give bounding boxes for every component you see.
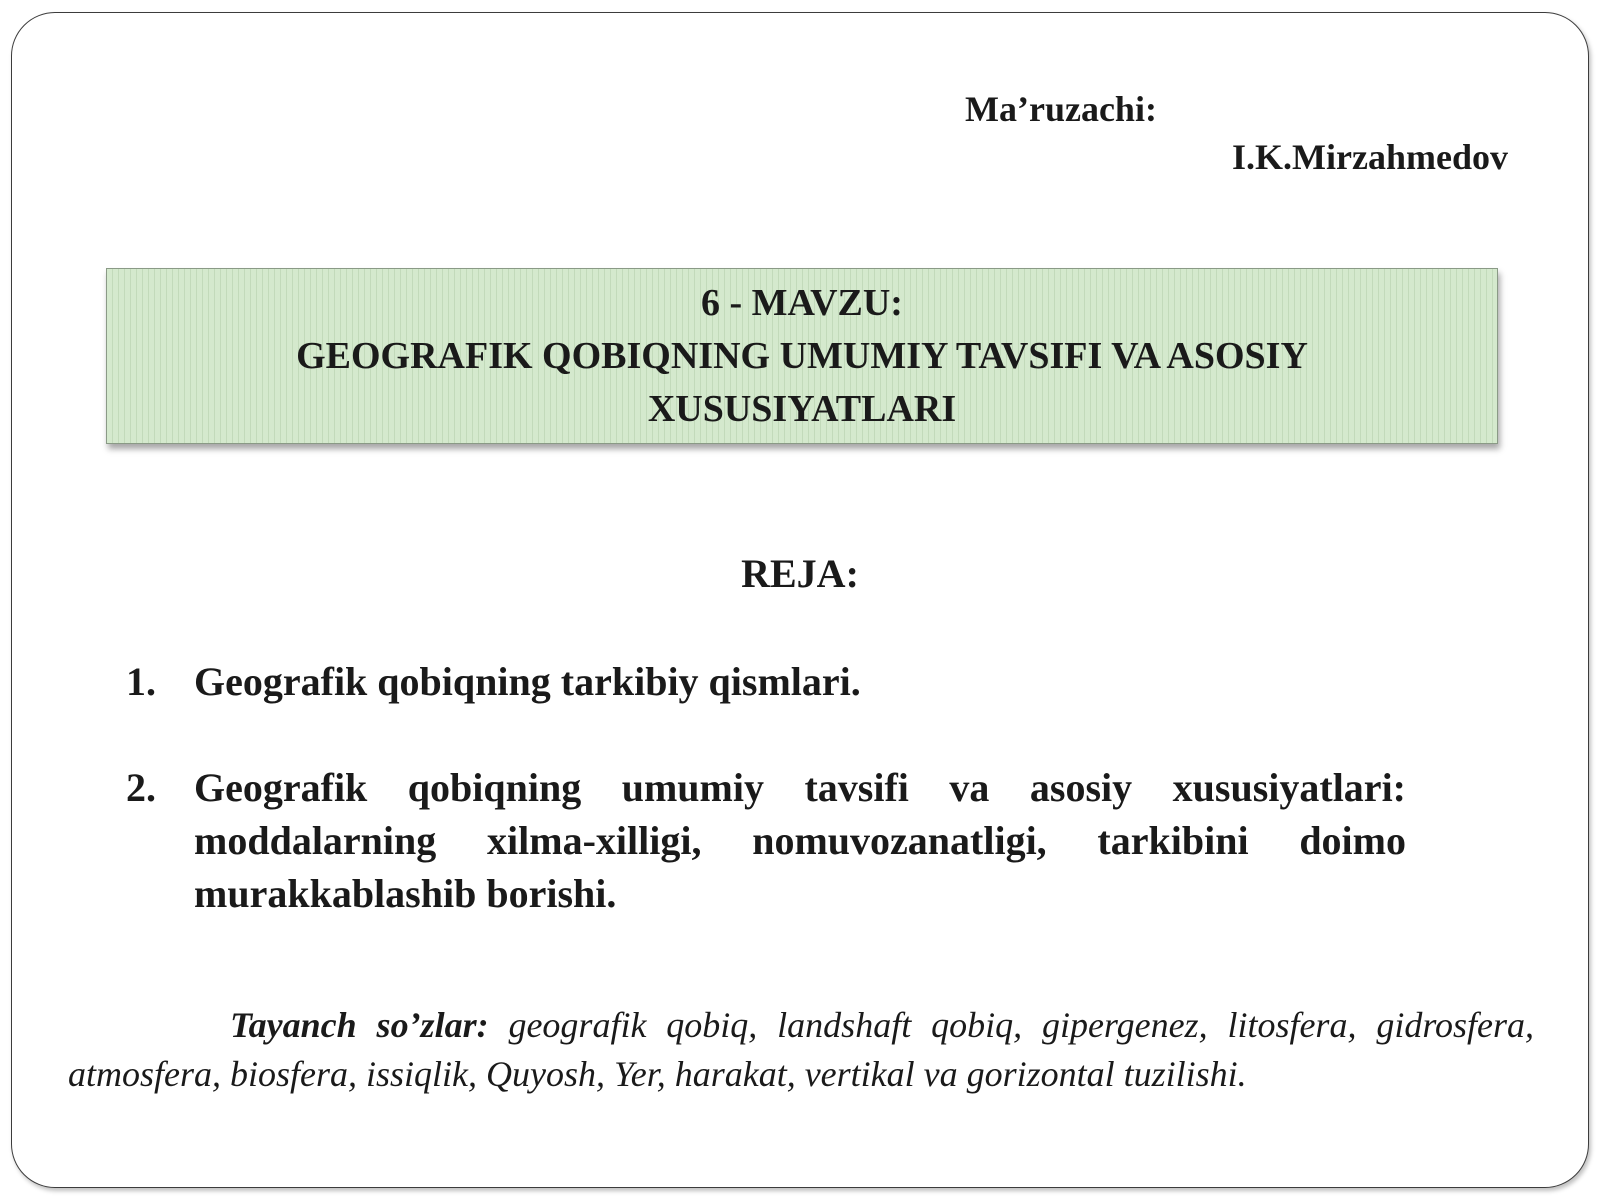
plan-heading: REJA:: [741, 551, 859, 596]
topic-number: 6 - MAVZU:: [701, 281, 903, 324]
plan-item-number: 1.: [126, 659, 156, 704]
plan-item-2: [126, 761, 1406, 920]
speaker-label: Ma’ruzachi:: [965, 89, 1157, 129]
keywords-text: geografik qobiq, landshaft qobiq, gipergenez, litosfera, gidrosfera, atmosfera, biosfera, issiqlik, Quyosh, Yer, harakat, vertikal va gorizontal tuzilishi.: [68, 1005, 1534, 1094]
keywords-paragraph: [68, 1001, 1534, 1099]
topic-title: GEOGRAFIK QOBIQNING UMUMIY TAVSIFI VA ASOSIY XUSUSIYATLARI: [296, 334, 1308, 430]
plan-item-text: Geografik qobiqning umumiy tavsifi va asosiy xususiyatlari: moddalarning xilma-xilligi, nomuvozanatligi, tarkibini doimo murakkablashib borishi.: [194, 765, 1406, 916]
keywords-label: Tayanch so’zlar:: [230, 1005, 489, 1045]
plan-list: [126, 655, 1406, 973]
plan-item-number: 2.: [126, 765, 156, 810]
plan-item-text: Geografik qobiqning tarkibiy qismlari.: [194, 659, 861, 704]
speaker-name: I.K.Mirzahmedov: [1232, 137, 1508, 177]
plan-item-1: [126, 655, 1406, 708]
topic-box: [106, 268, 1498, 444]
